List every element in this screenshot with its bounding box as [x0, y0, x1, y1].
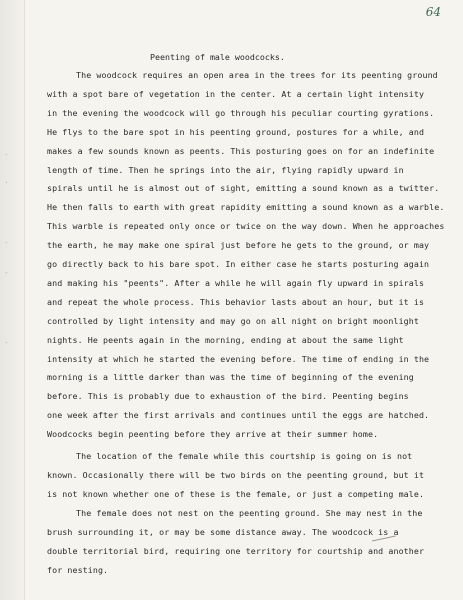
- text-line: The female does not nest on the peenting ground. She may nest in the: [76, 508, 423, 518]
- text-line: length of time. Then he springs into the air, flying rapidly upward in: [47, 164, 404, 175]
- text-line: for nesting.: [47, 564, 109, 575]
- text-line: and making his "peents". After a while he will again fly upward in spirals: [47, 277, 425, 288]
- text-line: He flys to the bare spot in his peenting ground, postures for a while, and: [47, 126, 425, 137]
- text-line: makes a few sounds known as peents. This posturing goes on for an indefinite: [47, 145, 435, 156]
- text-line: This warble is repeated only once or twice on the way down. When he approaches: [47, 221, 445, 232]
- margin-mark: -: [4, 150, 9, 159]
- binding-margin: [0, 0, 25, 600]
- margin-mark: ·: [4, 178, 9, 187]
- text-line: go directly back to his bare spot. In either case he starts posturing again: [47, 259, 430, 269]
- page-title: Peenting of male woodcocks.: [150, 52, 285, 62]
- text-line: double territorial bird, requiring one territory for courtship and another: [47, 545, 425, 556]
- text-line: The location of the female while this courtship is going on is not: [76, 451, 413, 461]
- text-line: and repeat the whole process. This behavior lasts about an hour, but it is: [47, 296, 425, 307]
- text-line: in the evening the woodcock will go through his peculiar courting gyrations.: [47, 107, 435, 118]
- text-line: one week after the first arrivals and continues until the eggs are hatched.: [47, 410, 430, 421]
- text-line: nights. He peents again in the morning, ending at about the same light: [47, 334, 404, 345]
- text-line: known. Occasionally there will be two birds on the peenting ground, but it: [47, 469, 425, 480]
- text-line: morning is a little darker than was the time of beginning of the evening: [47, 372, 414, 383]
- text-line: The woodcock requires an open area in the trees for its peenting ground: [76, 70, 438, 80]
- text-line: He then falls to earth with great rapidity emitting a sound known as a warble.: [47, 202, 445, 213]
- text-line: with a spot bare of vegetation in the center. At a certain light intensity: [47, 88, 425, 99]
- text-line: controlled by light intensity and may go on all night on bright moonlight: [47, 315, 419, 326]
- text-line: intensity at which he started the evening before. The time of ending in the: [47, 353, 430, 364]
- text-line: the earth, he may make one spiral just before he gets to the ground, or may: [47, 240, 430, 251]
- margin-mark: -: [4, 268, 9, 277]
- text-line: brush surrounding it, or may be some distance away. The woodcock is a: [47, 526, 399, 537]
- text-line: spirals until he is almost out of sight, emitting a sound known as a twitter.: [47, 183, 440, 194]
- text-line: Woodcocks begin peenting before they arrive at their summer home.: [47, 429, 379, 440]
- page-number: 64: [425, 5, 441, 19]
- text-line: before. This is probably due to exhaustion of the bird. Peenting begins: [47, 391, 409, 402]
- margin-mark: -: [4, 238, 9, 247]
- text-line: is not known whether one of these is the female, or just a competing male.: [47, 488, 425, 499]
- margin-mark: -: [4, 338, 9, 347]
